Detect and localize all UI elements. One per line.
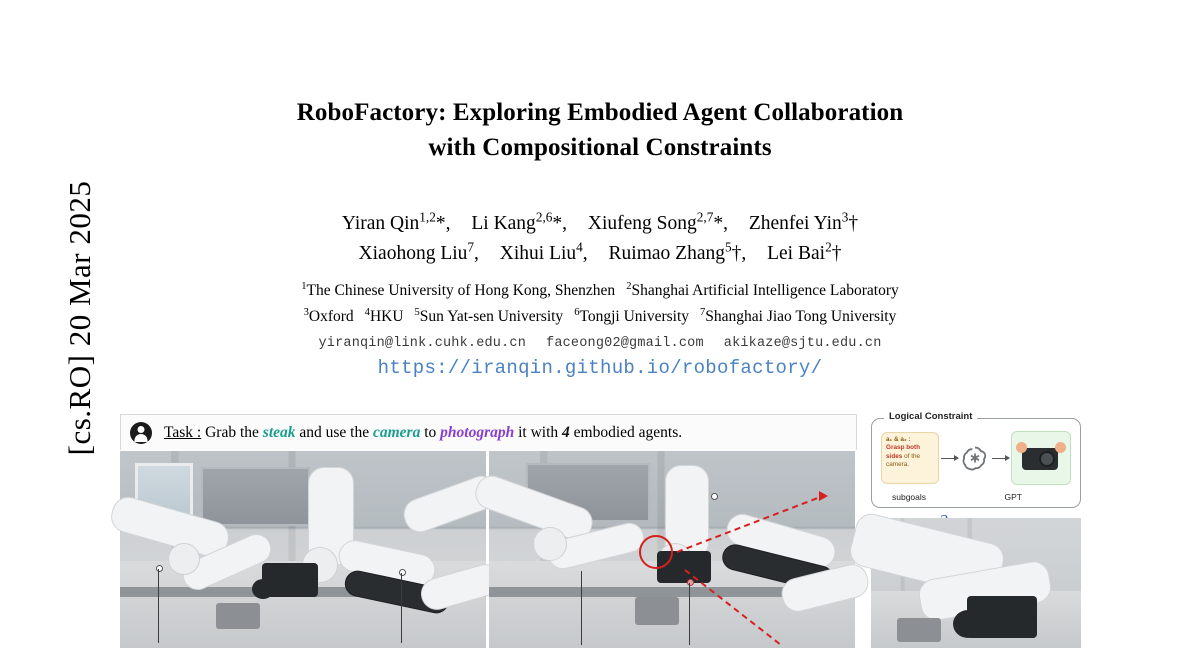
author-affil-sup: 2 — [825, 239, 832, 255]
author-entry: Xiaohong Liu$^7$, — [358, 239, 479, 265]
task-prompt-bar — [120, 414, 857, 450]
affiliation-sup: 5 — [414, 306, 420, 318]
trajectory-arrow — [819, 491, 828, 501]
author-mark: † — [731, 243, 742, 265]
gripper-contact-left — [1016, 442, 1027, 453]
logical-constraint-card — [871, 411, 1081, 508]
email-address[interactable]: akikaze@sjtu.edu.cn — [723, 335, 882, 351]
author-mark: † — [848, 213, 859, 234]
affiliation-sup: 6 — [574, 306, 580, 318]
affiliation-text: Tongji University — [579, 307, 690, 325]
annotation-leader — [401, 573, 402, 643]
affiliation-text: Shanghai Jiao Tong University — [705, 307, 897, 325]
user-icon — [130, 422, 152, 444]
author-mark: † — [831, 243, 842, 265]
task-label: Task : — [164, 423, 202, 441]
author-list — [120, 209, 1080, 269]
author-entry: Zhenfei Yin$^3$† — [748, 209, 859, 234]
affiliation-sup: 4 — [364, 306, 370, 318]
author-affil-sup: 5 — [724, 239, 732, 255]
title-line-2: with Compositional Constraints — [428, 133, 772, 161]
arrow-right-icon — [941, 458, 958, 459]
task-seg-1: Grab the — [205, 423, 259, 441]
author-mark: * — [552, 213, 563, 234]
annotation-leader — [158, 569, 159, 643]
affiliation-sup: 2 — [626, 281, 632, 293]
email-address[interactable]: yiranqin@link.cuhk.edu.cn — [318, 335, 527, 351]
camera-lens — [953, 610, 983, 638]
task-seg-4: it with — [518, 423, 559, 441]
author-entry: Li Kang$^{2,6}$*, — [471, 209, 567, 234]
teaser-figure — [120, 411, 1082, 648]
task-seg-5: embodied agents. — [573, 423, 683, 441]
constraint-captions — [872, 492, 1080, 502]
affiliation-line-1 — [120, 278, 1080, 303]
annotation-leader — [581, 571, 582, 645]
affiliation-text: Oxford — [308, 307, 354, 325]
author-entry: Lei Bai$^2$† — [767, 239, 842, 265]
steak-object — [635, 597, 679, 625]
subgoal-box — [881, 432, 939, 484]
author-mark: * — [435, 213, 446, 234]
camera-object — [1022, 448, 1058, 470]
author-affil-sup: 2,7 — [696, 209, 714, 225]
constraint-result-box — [1011, 431, 1071, 485]
simulation-view-left — [120, 451, 486, 648]
affiliation-list — [120, 278, 1080, 328]
arxiv-stamp: [cs.RO] 20 Mar 2025 — [62, 180, 97, 456]
grasp-highlight-circle — [639, 535, 673, 569]
author-entry: Ruimao Zhang$^5$†, — [608, 239, 747, 265]
author-affil-sup: 7 — [467, 239, 475, 255]
gripper-contact-right — [1055, 442, 1066, 453]
task-seg-3: to — [424, 423, 437, 441]
page-title — [120, 96, 1080, 165]
affiliation-line-2 — [120, 304, 1080, 329]
email-list — [120, 336, 1080, 351]
task-seg-2: and use the — [299, 423, 370, 441]
task-keyword-photograph: photograph — [440, 423, 515, 441]
task-prompt-text — [164, 424, 682, 442]
subgoal-emphasis: Grasp both sides — [886, 444, 921, 460]
subgoal-rest: of the camera. — [886, 452, 921, 469]
task-keyword-camera: camera — [372, 423, 421, 441]
simulation-view-right — [489, 451, 855, 648]
author-affil-sup: 4 — [576, 239, 583, 255]
title-line-1: RoboFactory: Exploring Embodied Agent Collaboration — [296, 99, 904, 126]
author-affil-sup: 3 — [841, 209, 849, 225]
task-agent-count: 4 — [562, 423, 570, 441]
author-line-1 — [120, 209, 1080, 239]
gpt-logo-icon — [960, 443, 990, 473]
author-affil-sup: 2,6 — [535, 209, 553, 225]
affiliation-text: The Chinese University of Hong Kong, Shenzhen — [306, 282, 616, 300]
steak-object — [216, 603, 260, 629]
robot-joint — [168, 543, 200, 575]
subgoal-agents: a₁ & a₂ : — [886, 436, 911, 443]
constraint-pipeline — [872, 429, 1080, 487]
logical-constraint-title: Logical Constraint — [884, 411, 977, 422]
task-keyword-steak: steak — [262, 423, 296, 441]
robot-joint — [533, 527, 567, 561]
steak-object — [897, 618, 941, 642]
author-entry: Xiufeng Song$^{2,7}$*, — [587, 209, 728, 234]
affiliation-text: HKU — [369, 307, 404, 325]
cabinet-decor — [201, 467, 311, 526]
author-affil-sup: 1,2 — [419, 209, 436, 225]
affiliation-text: Sun Yat-sen University — [419, 307, 564, 325]
annotation-dot — [711, 493, 718, 500]
annotation-leader — [689, 583, 690, 645]
affiliation-sup: 1 — [301, 281, 307, 293]
affiliation-text: Shanghai Artificial Intelligence Laboratory — [631, 282, 899, 300]
arrow-right-icon — [992, 458, 1009, 459]
author-mark: * — [713, 213, 724, 234]
affiliation-sup: 3 — [303, 306, 309, 318]
affiliation-sup: 7 — [700, 306, 706, 318]
camera-lens — [252, 579, 274, 599]
author-entry: Xihui Liu$^4$, — [499, 239, 588, 265]
author-line-2 — [120, 239, 1080, 269]
project-page-link[interactable]: https://iranqin.github.io/robofactory/ — [377, 356, 823, 379]
caption-gpt: GPT — [1004, 492, 1022, 502]
email-address[interactable]: faceong02@gmail.com — [546, 335, 704, 351]
author-entry: Yiran Qin$^{1,2}$*, — [341, 209, 451, 234]
caption-subgoals: subgoals — [892, 492, 927, 502]
wrist-camera-view — [871, 518, 1081, 648]
